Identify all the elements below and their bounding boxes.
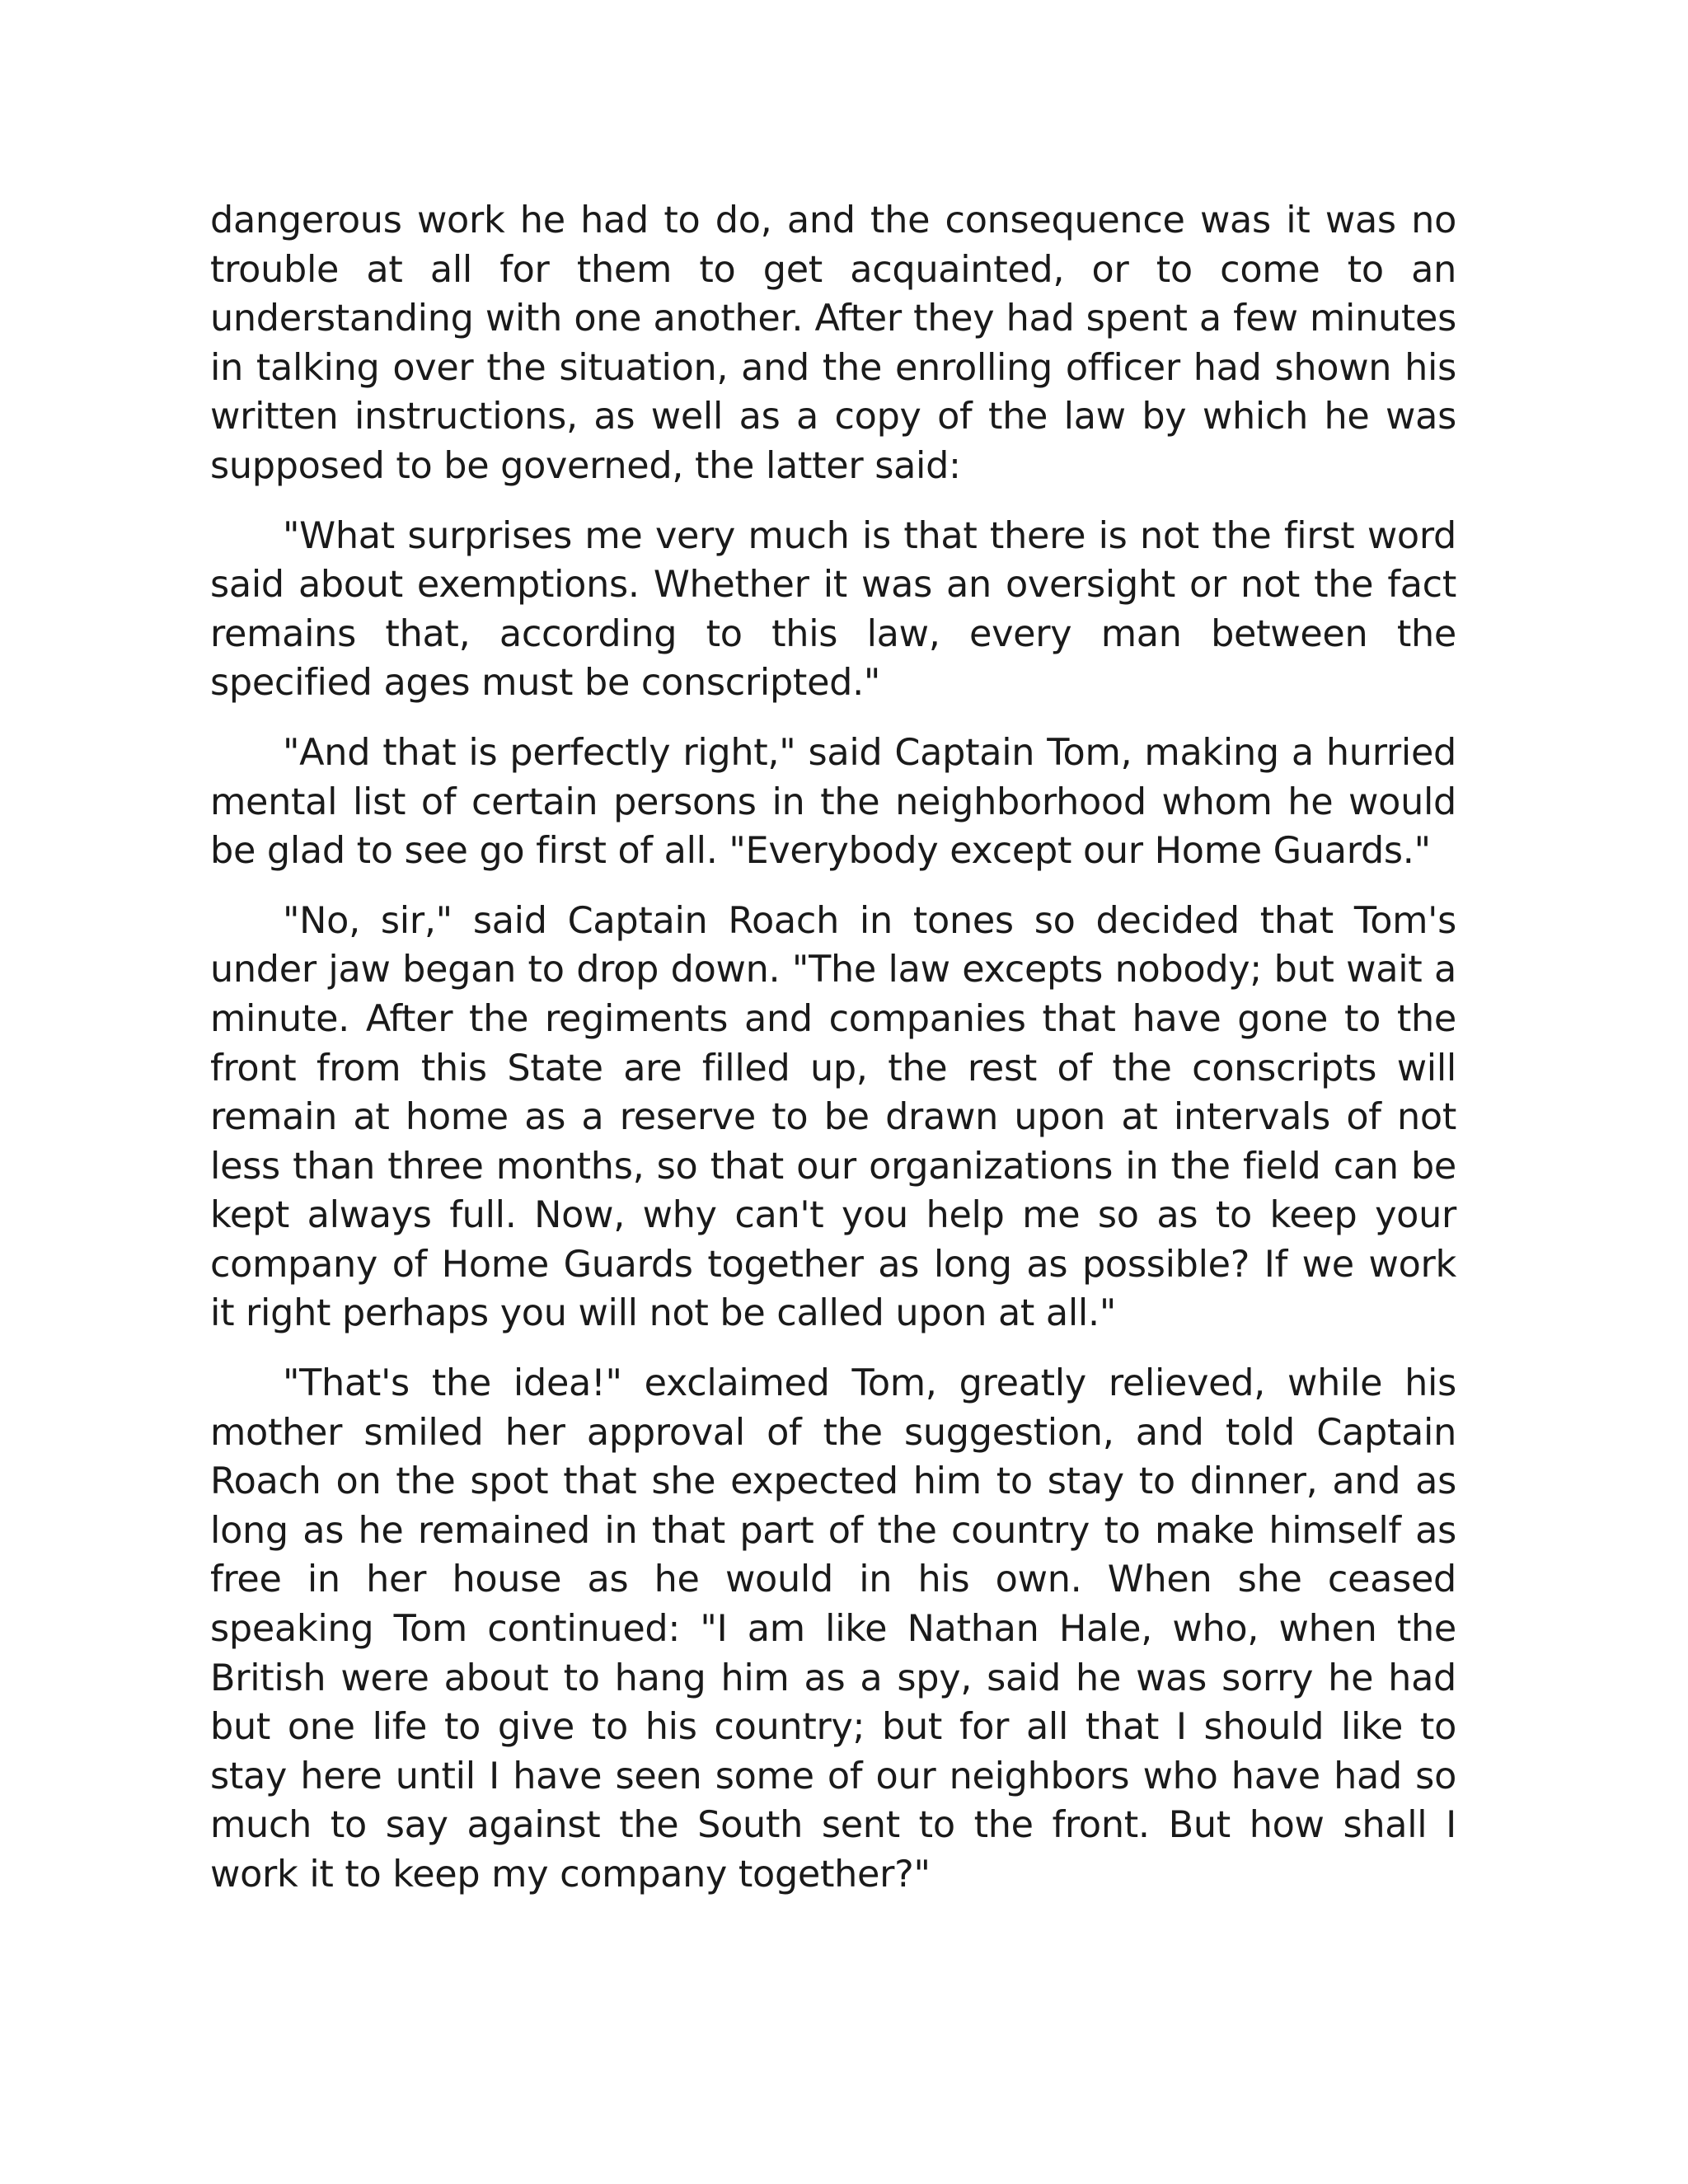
paragraph-1: dangerous work he had to do, and the consequence was it was no trouble at all for them to get acquainted, or to come to an understanding with one another. After they had spent a few minutes in talking over the situation, and the enrolling officer had shown his written instructions, as well as a copy of the law by which he was supposed to be governed, the latter said: xyxy=(210,199,1456,487)
paragraph-5: "That's the idea!" exclaimed Tom, greatly relieved, while his mother smiled her approval of the suggestion, and told Captain Roach on the spot that she expected him to stay to dinner, and as long as he remained in that part of the country to make himself as free in her house as he would in his own. When she ceased speaking Tom continued: "I am like Nathan Hale, who, when the British were about to hang him as a spy, said he was sorry he had but one life to give to his country; but for all that I should like to stay here until I have seen some of our neighbors who have had so much to say against the South sent to the front. But how shall I work it to keep my company together?" xyxy=(210,1362,1456,1896)
paragraph-3: "And that is perfectly right," said Captain Tom, making a hurried mental list of certain persons in the neighborhood whom he would be glad to see go first of all. "Everybody except our Home Guards." xyxy=(210,731,1456,873)
paragraph-2: "What surprises me very much is that there is not the first word said about exemptions. Whether it was an oversight or not the fact remains that, according to this law, every man between the specified ages must be conscripted." xyxy=(210,514,1456,705)
book-page-text xyxy=(210,196,1456,1900)
paragraph-4: "No, sir," said Captain Roach in tones so decided that Tom's under jaw began to drop down. "The law excepts nobody; but wait a minute. After the regiments and companies that have gone to the front from this State are filled up, the rest of the conscripts will remain at home as a reserve to be drawn upon at intervals of not less than three months, so that our organizations in the field can be kept always full. Now, why can't you help me so as to keep your company of Home Guards together as long as possible? If we work it right perhaps you will not be called upon at all." xyxy=(210,899,1456,1335)
